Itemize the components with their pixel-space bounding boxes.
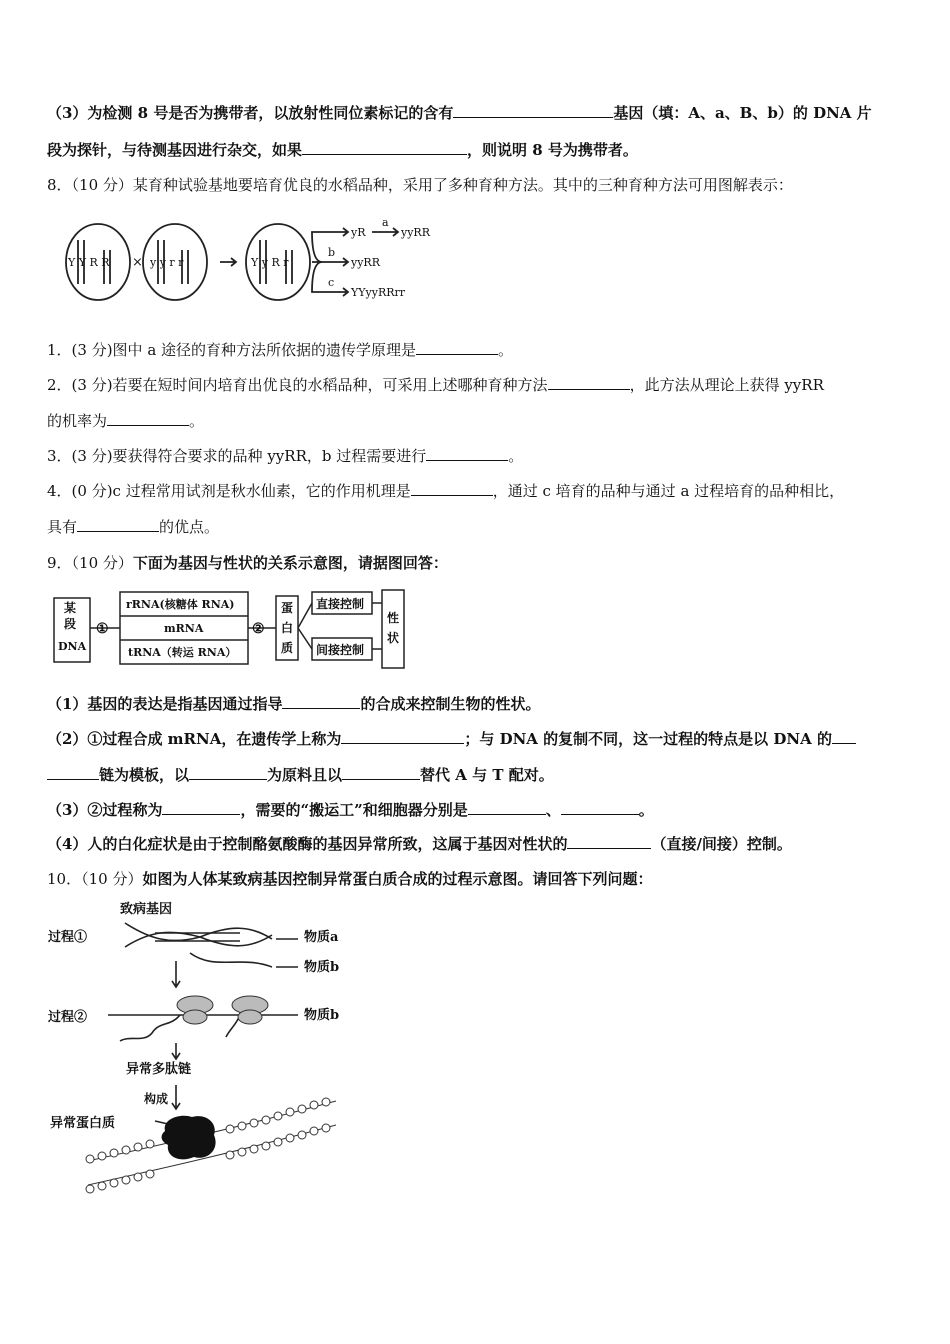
gene-trait-diagram <box>52 588 412 672</box>
trait-char: 性 <box>387 611 400 625</box>
text: 3．(3 分)要获得符合要求的品种 yyRR，b 过程需要进行 <box>47 447 427 465</box>
q9-stem <box>47 553 448 573</box>
process-2-label: 过程② <box>48 1010 88 1025</box>
text: 。 <box>498 341 514 359</box>
text: 2．(3 分)若要在短时间内培育出优良的水稻品种，可采用上述哪种育种方法 <box>47 376 548 394</box>
text: （1）基因的表达是指基因通过指导 <box>47 695 283 713</box>
text: 段为探针，与待测基因进行杂交，如果 <box>47 141 303 159</box>
gene-label: 致病基因 <box>120 902 173 917</box>
answer-blank[interactable] <box>548 375 630 390</box>
answer-blank[interactable] <box>567 834 651 849</box>
text: ，通过 c 培育的品种与通过 a 过程培育的品种相比， <box>492 482 845 500</box>
text: 的合成来控制生物的性状。 <box>360 695 541 713</box>
q8-sub2-line2 <box>47 411 204 431</box>
q8-sub2-line1 <box>47 375 824 395</box>
answer-blank[interactable] <box>302 140 467 155</box>
answer-blank[interactable] <box>282 694 360 709</box>
q7-part3-line1 <box>47 103 872 123</box>
compose-label: 构成 <box>144 1092 169 1106</box>
text: 。 <box>638 801 654 819</box>
text: 为原料且以 <box>267 766 343 784</box>
q9-sub3 <box>47 800 654 820</box>
text: （直接/间接）控制。 <box>651 835 792 853</box>
path-a-label: a <box>382 216 389 229</box>
text: 的机率为 <box>47 412 108 430</box>
q9-sub2-line2 <box>47 765 554 785</box>
answer-blank[interactable] <box>342 765 420 780</box>
q8-stem: 8．（10 分）某育种试验基地要培育优良的水稻品种，采用了多种育种方法。其中的三种育种方法可用图解表示： <box>47 176 793 194</box>
protein-char: 蛋 <box>281 601 294 615</box>
answer-blank[interactable] <box>832 729 856 744</box>
answer-blank[interactable] <box>411 481 493 496</box>
answer-blank[interactable] <box>162 800 240 815</box>
protein-char: 质 <box>281 641 294 655</box>
answer-blank[interactable] <box>426 446 508 461</box>
answer-blank[interactable] <box>341 729 464 744</box>
text: ，需要的“搬运工”和细胞器分别是 <box>240 801 468 819</box>
text: 如图为人体某致病基因控制异常蛋白质合成的过程示意图。请回答下列问题： <box>142 870 653 888</box>
cell1-label: Y Y R R <box>68 256 110 269</box>
substance-b-label-2: 物质b <box>304 1008 340 1023</box>
q9-sub2-line1 <box>47 729 856 749</box>
trna-label: tRNA（转运 RNA） <box>128 646 237 659</box>
text: 1．(3 分)图中 a 途径的育种方法所依据的遗传学原理是 <box>47 341 417 359</box>
answer-blank[interactable] <box>416 340 498 355</box>
answer-blank[interactable] <box>453 103 613 118</box>
q9-sub4 <box>47 834 792 854</box>
product-c: YYyyRRrr <box>351 286 406 299</box>
direct-control-label: 直接控制 <box>316 597 365 611</box>
q7-part3-line2 <box>47 140 638 160</box>
text: ，则说明 8 号为携带者。 <box>467 141 638 159</box>
protein-char: 白 <box>281 621 294 635</box>
breeding-diagram <box>60 212 440 312</box>
text: （4）人的白化症状是由于控制酪氨酸酶的基因异常所致，这属于基因对性状的 <box>47 835 568 853</box>
dna-box-char: 段 <box>64 617 77 631</box>
product-b: yyRR <box>351 256 380 269</box>
text: 链为模板，以 <box>99 766 190 784</box>
path-c-label: c <box>328 276 335 289</box>
question-number: 9．（10 分） <box>47 554 133 572</box>
q8-sub1 <box>47 340 513 360</box>
q10-stem <box>47 869 652 889</box>
q9-sub1 <box>47 694 540 714</box>
text: 替代 A 与 T 配对。 <box>420 766 554 784</box>
question-number: 10．（10 分） <box>47 870 143 888</box>
text: 。 <box>189 412 205 430</box>
text: 下面为基因与性状的关系示意图，请据图回答： <box>132 554 448 572</box>
answer-blank[interactable] <box>561 800 639 815</box>
step-1-label: ① <box>96 621 109 637</box>
rrna-label: rRNA(核糖体 RNA) <box>126 598 235 611</box>
answer-blank[interactable] <box>47 765 99 780</box>
text: ，此方法从理论上获得 yyRR <box>629 376 824 394</box>
abnormal-protein-label: 异常蛋白质 <box>50 1116 116 1131</box>
product-a2: yyRR <box>401 226 430 239</box>
path-b-label: b <box>328 246 336 259</box>
text: 基因（填：A、a、B、b）的 DNA 片 <box>613 104 872 122</box>
answer-blank[interactable] <box>107 411 189 426</box>
q8-sub3 <box>47 446 523 466</box>
text: 的优点。 <box>159 518 220 536</box>
dna-box-char: 某 <box>64 601 77 615</box>
text: 、 <box>545 801 561 819</box>
disease-gene-diagram <box>40 895 370 1220</box>
text: 4．(0 分)c 过程常用试剂是秋水仙素，它的作用机理是 <box>47 482 411 500</box>
step-2-label: ② <box>252 621 265 637</box>
cell2-label: y y r r <box>150 256 184 269</box>
text: （3）②过程称为 <box>47 801 163 819</box>
abnormal-peptide-label: 异常多肽链 <box>126 1062 192 1077</box>
cell3-label: Y y R r <box>251 256 289 269</box>
text: （2）①过程合成 mRNA，在遗传学上称为 <box>47 730 342 748</box>
trait-char: 状 <box>387 631 400 645</box>
dna-box-char: DNA <box>58 640 87 653</box>
q8-sub4-line2 <box>47 517 219 537</box>
mrna-label: mRNA <box>164 622 204 635</box>
q8-sub4-line1 <box>47 481 844 501</box>
answer-blank[interactable] <box>189 765 267 780</box>
indirect-control-label: 间接控制 <box>316 643 365 657</box>
answer-blank[interactable] <box>468 800 546 815</box>
text: 。 <box>508 447 524 465</box>
substance-a-label: 物质a <box>304 930 339 945</box>
process-1-label: 过程① <box>48 930 88 945</box>
text: 具有 <box>47 518 78 536</box>
substance-b-label: 物质b <box>304 960 340 975</box>
product-a1: yR <box>351 226 366 239</box>
text: （3）为检测 8 号是否为携带者，以放射性同位素标记的含有 <box>47 104 454 122</box>
text: ；与 DNA 的复制不同，这一过程的特点是以 DNA 的 <box>464 730 832 748</box>
cross-symbol: × <box>132 255 143 270</box>
answer-blank[interactable] <box>77 517 159 532</box>
